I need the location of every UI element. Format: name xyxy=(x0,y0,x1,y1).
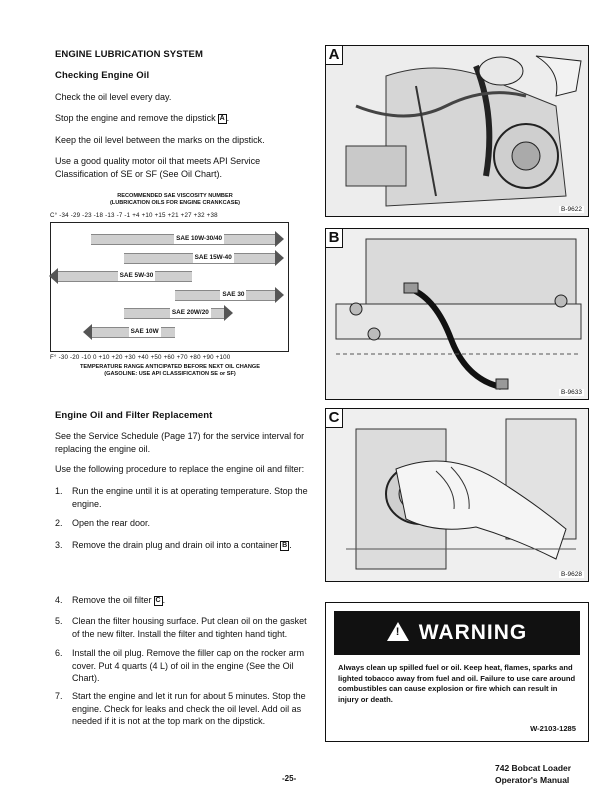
paragraph-remove-dipstick: Stop the engine and remove the dipstick A . xyxy=(55,113,230,123)
step-6-number: 6. xyxy=(55,648,63,658)
paragraph-check-daily: Check the oil level every day. xyxy=(55,92,172,102)
paragraph-oil-quality: Use a good quality motor oil that meets API Service Classification of SE or SF (See Oil Chart). xyxy=(55,156,261,179)
figure-c-label: C xyxy=(326,409,343,428)
chart-bar-label: SAE 10W-30/40 xyxy=(176,235,223,242)
chart-footer-note: (GASOLINE: USE API CLASSIFICATION SE or SF) xyxy=(104,371,236,377)
section-title: ENGINE LUBRICATION SYSTEM xyxy=(55,49,203,60)
chart-bar-sae-5w-30 xyxy=(57,271,192,282)
figure-c-code: B-9628 xyxy=(561,571,582,578)
warning-triangle-icon xyxy=(387,622,409,641)
step-7 xyxy=(55,690,310,728)
paragraph-remove-dipstick-text: Stop the engine and remove the dipstick xyxy=(55,113,216,123)
drain-illustration xyxy=(326,229,588,399)
step-2 xyxy=(55,517,310,530)
figure-c-oil-filter xyxy=(325,408,589,582)
step-4-number: 4. xyxy=(55,595,63,605)
product-name: 742 Bobcat Loader xyxy=(495,763,572,773)
arrow-right-icon xyxy=(275,287,284,303)
figure-b-code: B-9633 xyxy=(561,389,582,396)
step-2-number: 2. xyxy=(55,518,63,528)
page-number: -25- xyxy=(282,774,297,783)
chart-bar-sae-30 xyxy=(175,290,276,301)
step-7-text: Start the engine and let it run for about 5 minutes. Stop the engine. Check for leaks and check the oil level. Add oil as needed if it is not at the top mark on the dipstick. xyxy=(72,691,306,726)
chart-caption-title: RECOMMENDED SAE VISCOSITY NUMBER xyxy=(117,193,233,199)
chart-bar-label: SAE 10W xyxy=(130,327,159,335)
section-subtitle: Checking Engine Oil xyxy=(55,70,150,81)
step-1-number: 1. xyxy=(55,486,63,496)
step-1 xyxy=(55,485,310,510)
step-3-number: 3. xyxy=(55,540,63,550)
step-6 xyxy=(55,647,310,685)
step-2-text: Open the rear door. xyxy=(72,518,151,528)
chart-bar-label: SAE 5W-30 xyxy=(119,272,154,279)
figure-ref-c: C xyxy=(155,597,161,604)
filter-illustration xyxy=(326,409,588,581)
replacement-intro: See the Service Schedule (Page 17) for the service interval for replacing the engine oil. xyxy=(55,431,305,454)
warning-code: W-2103-1285 xyxy=(530,724,576,733)
arrow-right-icon xyxy=(275,231,284,247)
chart-bar-sae-10w xyxy=(91,327,175,338)
figure-b-label: B xyxy=(326,229,343,248)
arrow-right-icon xyxy=(224,305,233,321)
chart-bar-label: SAE 30 xyxy=(222,290,245,298)
warning-symbol: ! xyxy=(395,626,401,638)
replacement-title: Engine Oil and Filter Replacement xyxy=(55,410,213,421)
step-3-text: Remove the drain plug and drain oil into a container xyxy=(72,540,279,550)
figure-ref-a: A xyxy=(219,115,225,122)
oil-viscosity-chart xyxy=(50,222,289,352)
step-5 xyxy=(55,615,310,640)
step-3: 3. Remove the drain plug and drain oil into a container B . xyxy=(55,540,292,550)
warning-text: Always clean up spilled fuel or oil. Keep heat, flames, sparks and lighted tobacco away from fuel and oil. Failure to use care around combustibles can cause explosion or fire which can result in injury or death. xyxy=(338,663,576,704)
chart-caption-subtitle: (LUBRICATION OILS FOR ENGINE CRANKCASE) xyxy=(109,200,241,206)
fahrenheit-scale: F° -30 -20 -10 0 +10 +20 +30 +40 +50 +60 +70 +80 +90 +100 xyxy=(50,354,231,361)
figure-b-drain-plug xyxy=(325,228,589,400)
warning-title: WARNING xyxy=(418,621,528,644)
figure-a-label: A xyxy=(326,46,343,65)
step-5-number: 5. xyxy=(55,616,63,626)
arrow-right-icon xyxy=(275,250,284,266)
celsius-scale: C° -34 -29 -23 -18 -13 -7 -1 +4 +10 +15 +21 +27 +32 +38 xyxy=(50,212,218,219)
arrow-left-icon xyxy=(49,268,58,284)
engine-illustration xyxy=(326,46,588,216)
warning-box xyxy=(325,602,589,742)
step-5-text: Clean the filter housing surface. Put clean oil on the gasket of the new filter. Install the filter and tighten hand tight. xyxy=(72,616,307,639)
step-1-text: Run the engine until it is at operating temperature. Stop the engine. xyxy=(72,486,308,509)
chart-bar-label: SAE 20W/20 xyxy=(171,309,209,316)
chart-footer-title: TEMPERATURE RANGE ANTICIPATED BEFORE NEXT OIL CHANGE xyxy=(80,364,260,370)
step-6-text: Install the oil plug. Remove the filler cap on the rocker arm cover. Put 4 quarts (4 L) of oil in the engine (See the Oil Chart). xyxy=(72,648,305,683)
chart-bar-sae-15w-40 xyxy=(124,253,276,264)
step-7-number: 7. xyxy=(55,691,63,701)
step-4: 4. Remove the oil filter C . xyxy=(55,595,166,605)
arrow-left-icon xyxy=(83,324,92,340)
figure-a-code: B-9622 xyxy=(561,206,582,213)
replacement-procedure-note: Use the following procedure to replace the engine oil and filter: xyxy=(55,464,305,474)
paragraph-oil-level: Keep the oil level between the marks on the dipstick. xyxy=(55,135,265,145)
chart-bar-sae-10w-30-40 xyxy=(91,234,276,245)
manual-name: Operator's Manual xyxy=(495,775,570,785)
warning-banner xyxy=(334,611,580,655)
step-4-text: Remove the oil filter xyxy=(72,595,152,605)
chart-bar-label: SAE 15W-40 xyxy=(194,253,232,261)
chart-bar-sae-20w-20 xyxy=(124,308,225,319)
figure-a-engine-dipstick xyxy=(325,45,589,217)
figure-ref-b: B xyxy=(282,542,288,549)
